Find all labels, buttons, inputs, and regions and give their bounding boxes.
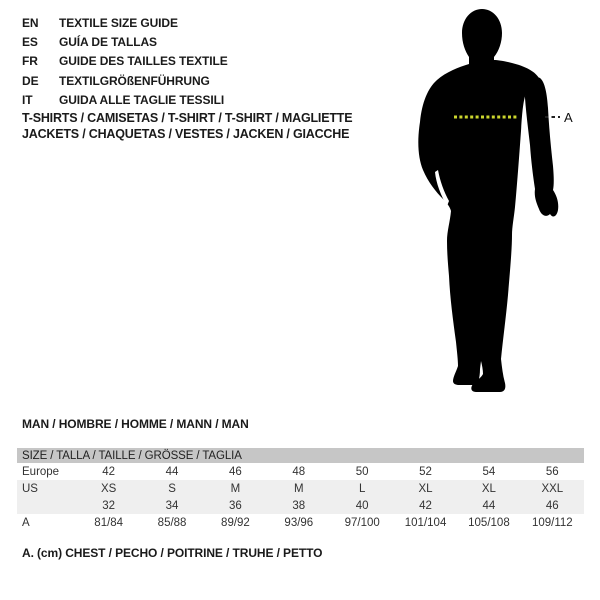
language-row xyxy=(22,13,228,32)
table-cell: 48 xyxy=(292,465,306,478)
table-cell: XXL xyxy=(541,482,564,495)
category-tshirts: T-SHIRTS / CAMISETAS / T-SHIRT / T-SHIRT / MAGLIETTE xyxy=(22,111,353,125)
right-arm-shape xyxy=(525,77,558,216)
row-label: Europe xyxy=(22,465,60,478)
table-cell: 101/104 xyxy=(404,516,447,529)
table-cell: M xyxy=(294,482,304,495)
language-code: IT xyxy=(22,93,33,108)
table-cell: 105/108 xyxy=(468,516,510,529)
table-cell: XL xyxy=(418,482,433,495)
language-row xyxy=(22,32,228,51)
table-cell: 42 xyxy=(419,499,432,512)
language-row xyxy=(22,91,228,110)
table-cell: 34 xyxy=(165,499,179,512)
section-title-man: MAN / HOMBRE / HOMME / MANN / MAN xyxy=(22,417,249,431)
table-cell: 46 xyxy=(229,465,242,478)
table-cell: 109/112 xyxy=(531,516,573,529)
language-label: GUIDA ALLE TAGLIE TESSILI xyxy=(59,93,225,108)
language-label: TEXTILGRÖßENFÜHRUNG xyxy=(59,73,210,88)
table-cell: 40 xyxy=(355,499,369,512)
measure-footnote: A. (cm) CHEST / PECHO / POITRINE / TRUHE / PETTO xyxy=(22,546,323,560)
table-cell: 36 xyxy=(229,499,242,512)
size-table xyxy=(17,448,584,531)
table-cell: 54 xyxy=(482,465,496,478)
size-table-header: SIZE / TALLA / TAILLE / GRÖSSE / TAGLIA xyxy=(17,448,584,463)
language-code: EN xyxy=(22,15,39,30)
table-cell: XL xyxy=(481,482,496,495)
language-code: ES xyxy=(22,35,38,50)
table-cell: 97/100 xyxy=(344,516,380,529)
table-cell: 81/84 xyxy=(94,516,124,529)
table-cell: 32 xyxy=(102,499,116,512)
language-list xyxy=(22,13,228,110)
language-code: DE xyxy=(22,73,39,88)
measure-label-a: A xyxy=(564,110,573,125)
category-list xyxy=(22,110,352,143)
table-cell: M xyxy=(230,482,241,495)
table-cell: 50 xyxy=(355,465,369,478)
table-cell: S xyxy=(168,482,176,495)
row-label: US xyxy=(22,482,38,495)
table-row-us xyxy=(17,480,584,497)
table-row-inches xyxy=(17,497,584,514)
table-cell: XS xyxy=(101,482,117,495)
body-shape xyxy=(418,9,540,392)
table-cell: 42 xyxy=(102,465,116,478)
language-label: GUIDE DES TAILLES TEXTILE xyxy=(59,54,228,69)
table-row-chest-a xyxy=(17,514,584,531)
table-cell: 85/88 xyxy=(157,516,187,529)
table-cell: 93/96 xyxy=(284,516,314,529)
language-label: GUÍA DE TALLAS xyxy=(59,35,157,50)
table-cell: 56 xyxy=(545,465,559,478)
language-row xyxy=(22,71,228,90)
language-label: TEXTILE SIZE GUIDE xyxy=(59,15,178,30)
language-code: FR xyxy=(22,54,38,69)
table-cell: 46 xyxy=(545,499,559,512)
table-cell: 38 xyxy=(292,499,306,512)
table-cell: 44 xyxy=(165,465,179,478)
language-row xyxy=(22,52,228,71)
row-label: A xyxy=(22,516,30,529)
category-jackets: JACKETS / CHAQUETAS / VESTES / JACKEN / GIACCHE xyxy=(22,127,350,142)
table-cell: 44 xyxy=(482,499,496,512)
man-silhouette xyxy=(390,0,600,400)
table-cell: 89/92 xyxy=(221,516,250,529)
table-cell: 52 xyxy=(419,465,432,478)
table-row-europe xyxy=(17,463,584,480)
table-cell: L xyxy=(358,482,366,495)
